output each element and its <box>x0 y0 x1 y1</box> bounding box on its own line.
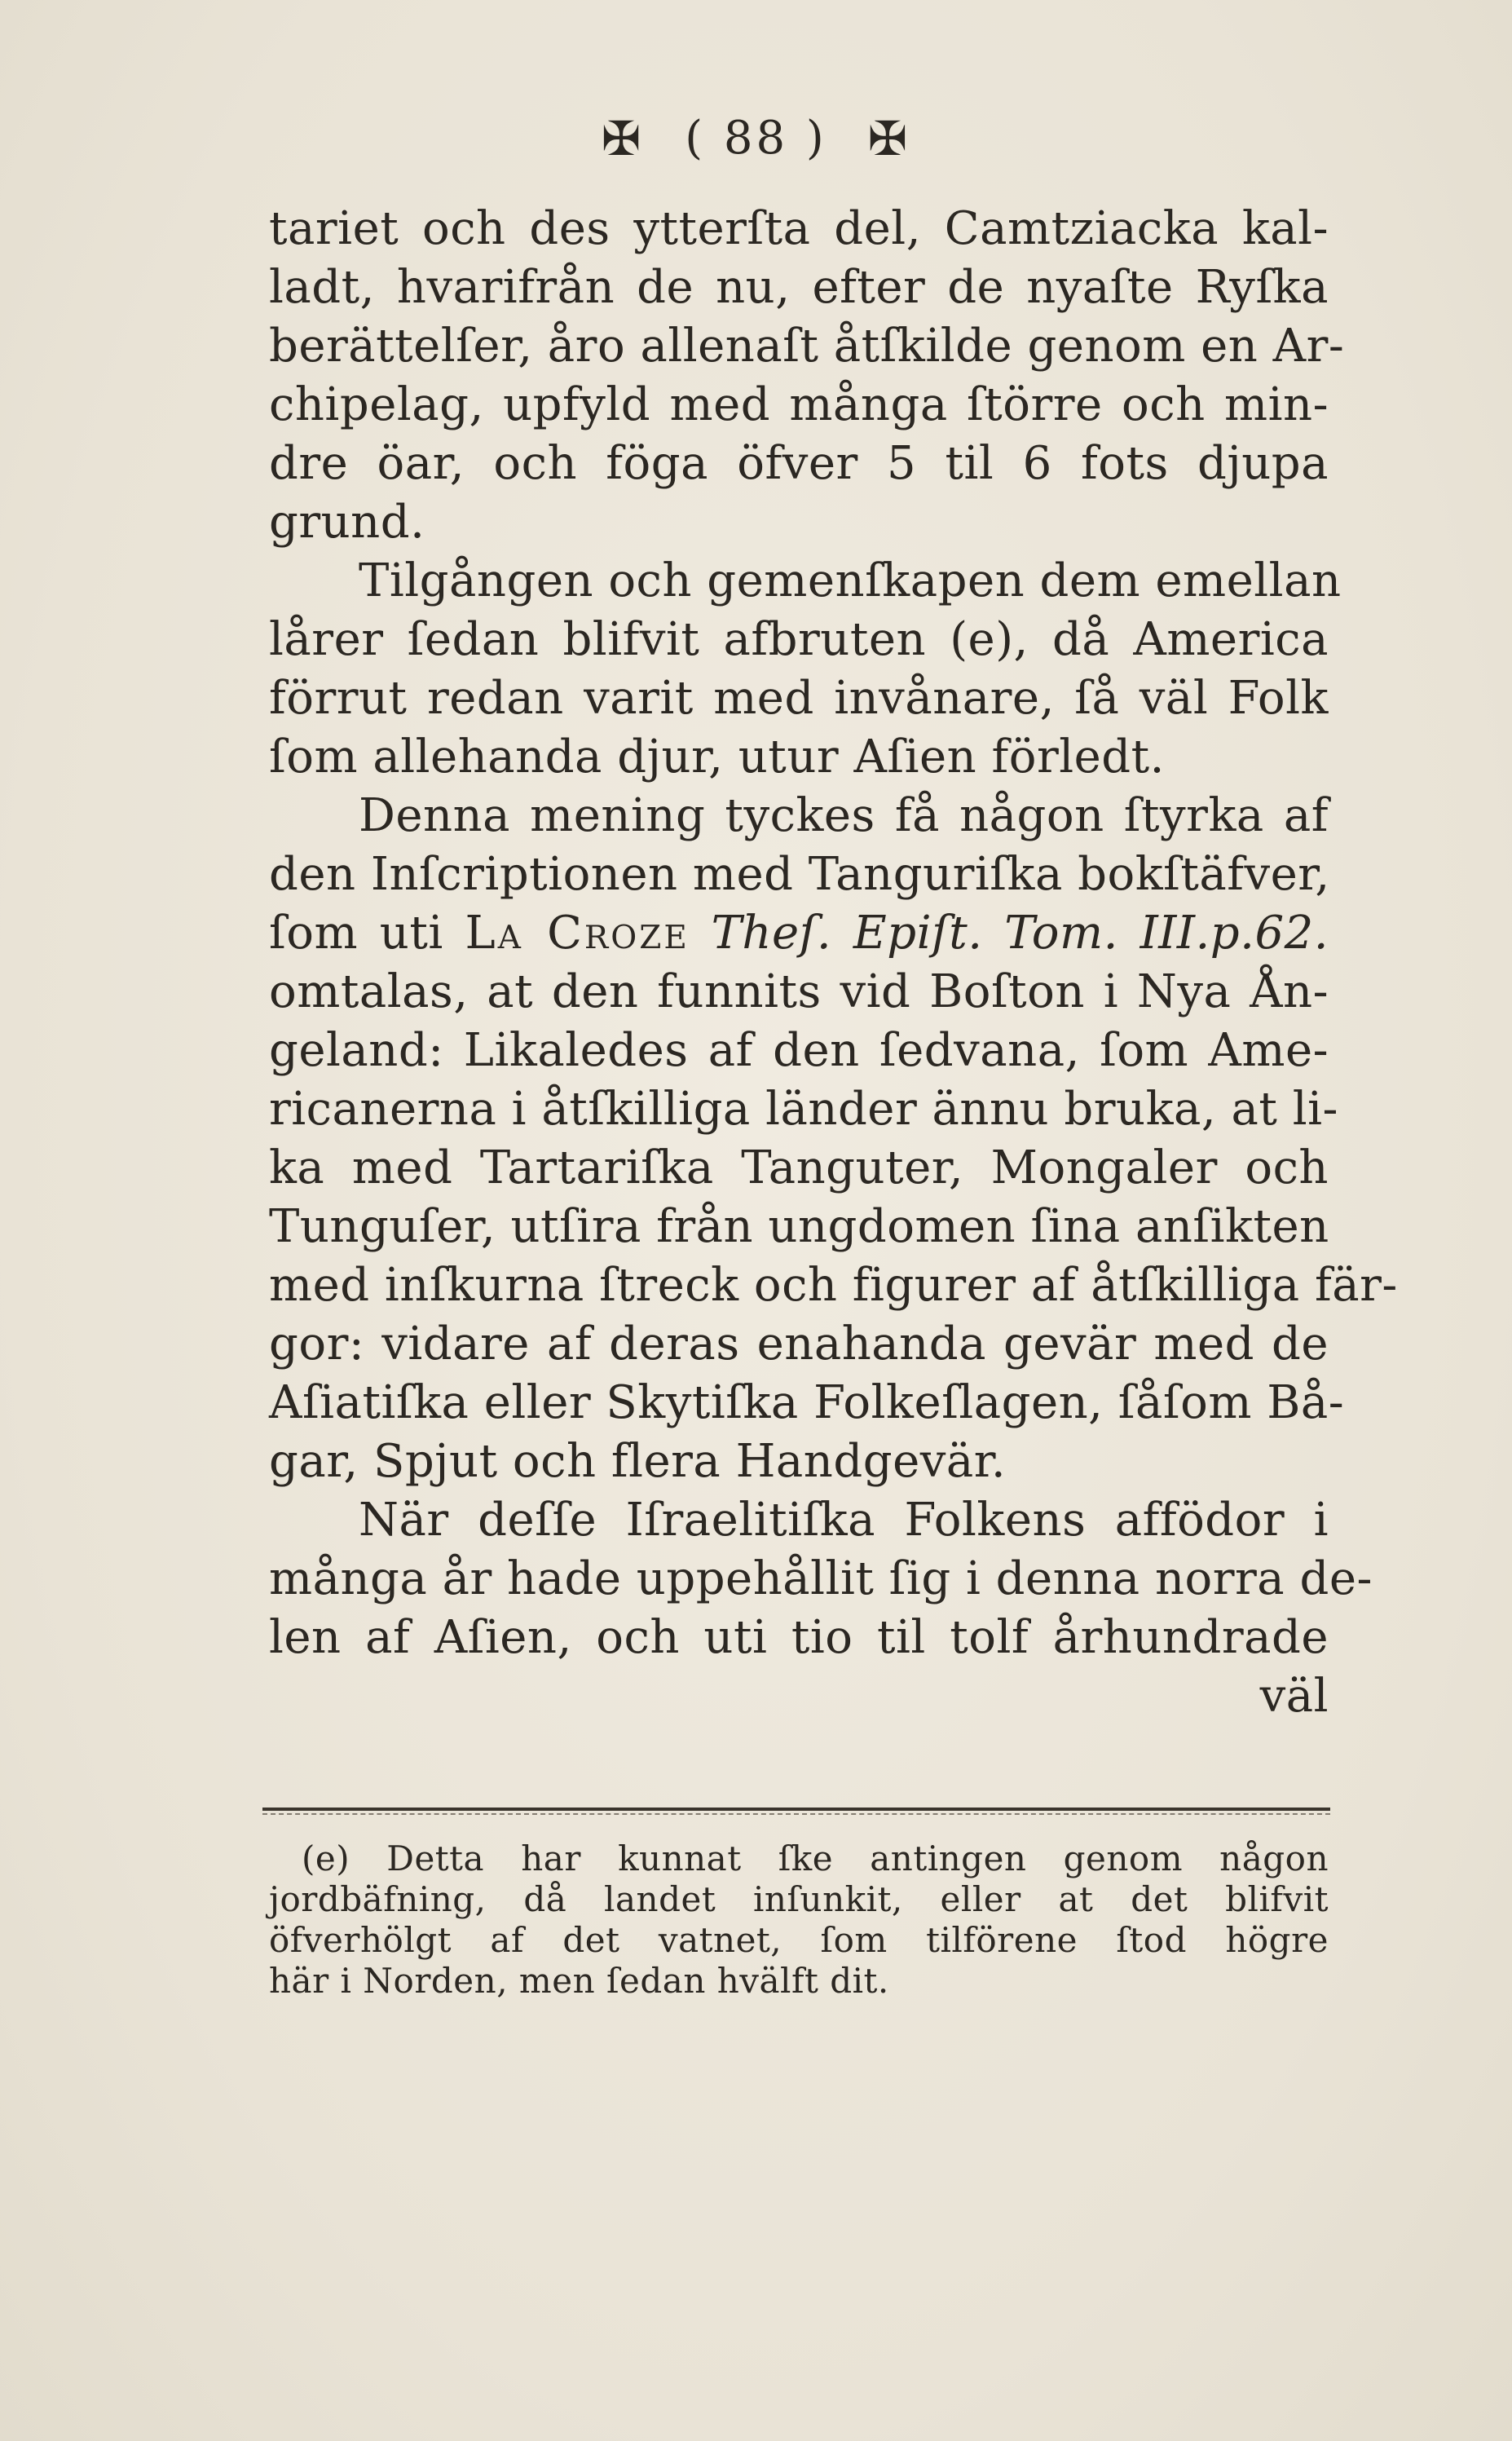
text-line: tariet och des ytterſta del, Camtziacka kal- <box>269 202 1329 255</box>
footnote <box>269 1838 1329 2002</box>
text-line: den Inſcriptionen med Tanguriſka bokſtäfver, <box>269 848 1330 901</box>
footnote-divider <box>262 1808 1330 1811</box>
paragraph-4 <box>269 1491 1373 1726</box>
footnote-divider-shadow <box>262 1813 1330 1815</box>
text-line: Tilgången och gemenſkapen dem emellan <box>359 554 1342 607</box>
citation-work: Theſ. Epiſt. Tom. III.p.62. <box>689 907 1329 960</box>
text-line: Denna mening tyckes få någon ſtyrka af <box>359 789 1329 842</box>
paragraph-1 <box>269 200 1345 552</box>
text-line: När deſſe Iſraelitiſka Folkens affödor i <box>359 1494 1329 1547</box>
text-line: ka med Tartariſka Tanguter, Mongaler och <box>269 1141 1329 1194</box>
text-line: gor: vidare af deras enahanda gevär med de <box>269 1318 1329 1371</box>
text-line: dre öar, och föga öfver 5 til 6 fots djupa <box>269 437 1329 490</box>
text-line: grund. <box>269 496 425 549</box>
catchword: väl <box>1259 1670 1329 1723</box>
footnote-line: här i Norden, men ſedan hvälft dit. <box>269 1961 889 2001</box>
text-line: geland: Likaledes af den ſedvana, ſom Ame- <box>269 1024 1329 1077</box>
text-line: ladt, hvarifrån de nu, efter de nyaſte Ryſka <box>269 261 1329 314</box>
cross-ornament-icon: ✠ <box>867 110 911 166</box>
footnote-line: öfverhölgt af det vatnet, ſom tilförene ſtod högre <box>269 1920 1329 1960</box>
running-header <box>0 110 1512 166</box>
text-line: många år hade uppehållit ſig i denna norra de- <box>269 1552 1373 1605</box>
cross-ornament-icon: ✠ <box>601 110 645 166</box>
text-line: chipelag, upfyld med många ſtörre och min- <box>269 378 1329 431</box>
text-line: Aſiatiſka eller Skytiſka Folkeſlagen, ſåſom Bå- <box>269 1376 1345 1429</box>
citation-author: La Croze <box>465 907 690 960</box>
main-text <box>269 200 1398 1726</box>
paragraph-3 <box>269 787 1398 1491</box>
footnote-line: jordbäfning, då landet inſunkit, eller at det blifvit <box>269 1879 1329 1919</box>
text-line: gar, Spjut och flera Handgevär. <box>269 1435 1007 1488</box>
citation-prefix: ſom uti <box>269 907 465 960</box>
text-line: ſom allehanda djur, utur Aſien förledt. <box>269 731 1165 784</box>
citation-line <box>269 904 1329 963</box>
text-line: med inſkurna ſtreck och figurer af åtſkilliga fär- <box>269 1259 1398 1312</box>
footnote-line: (e) Detta har kunnat ſke antingen genom någon <box>302 1838 1329 1878</box>
paragraph-2 <box>269 552 1342 787</box>
text-line: förrut redan varit med invånare, ſå väl Folk <box>269 672 1329 725</box>
text-line: Tunguſer, utſira från ungdomen ſina anſikten <box>269 1200 1329 1253</box>
text-line: lårer ſedan blifvit afbruten (e), då America <box>269 613 1329 666</box>
text-line: ricanerna i åtſkilliga länder ännu bruka, at li- <box>269 1083 1338 1136</box>
text-line: berättelſer, åro allenaſt åtſkilde genom en Ar- <box>269 320 1345 373</box>
page-number: ( 88 ) <box>685 111 827 165</box>
text-line: len af Aſien, och uti tio til tolf århundrade <box>269 1611 1329 1664</box>
text-line: omtalas, at den funnits vid Boſton i Nya Ån- <box>269 965 1329 1018</box>
